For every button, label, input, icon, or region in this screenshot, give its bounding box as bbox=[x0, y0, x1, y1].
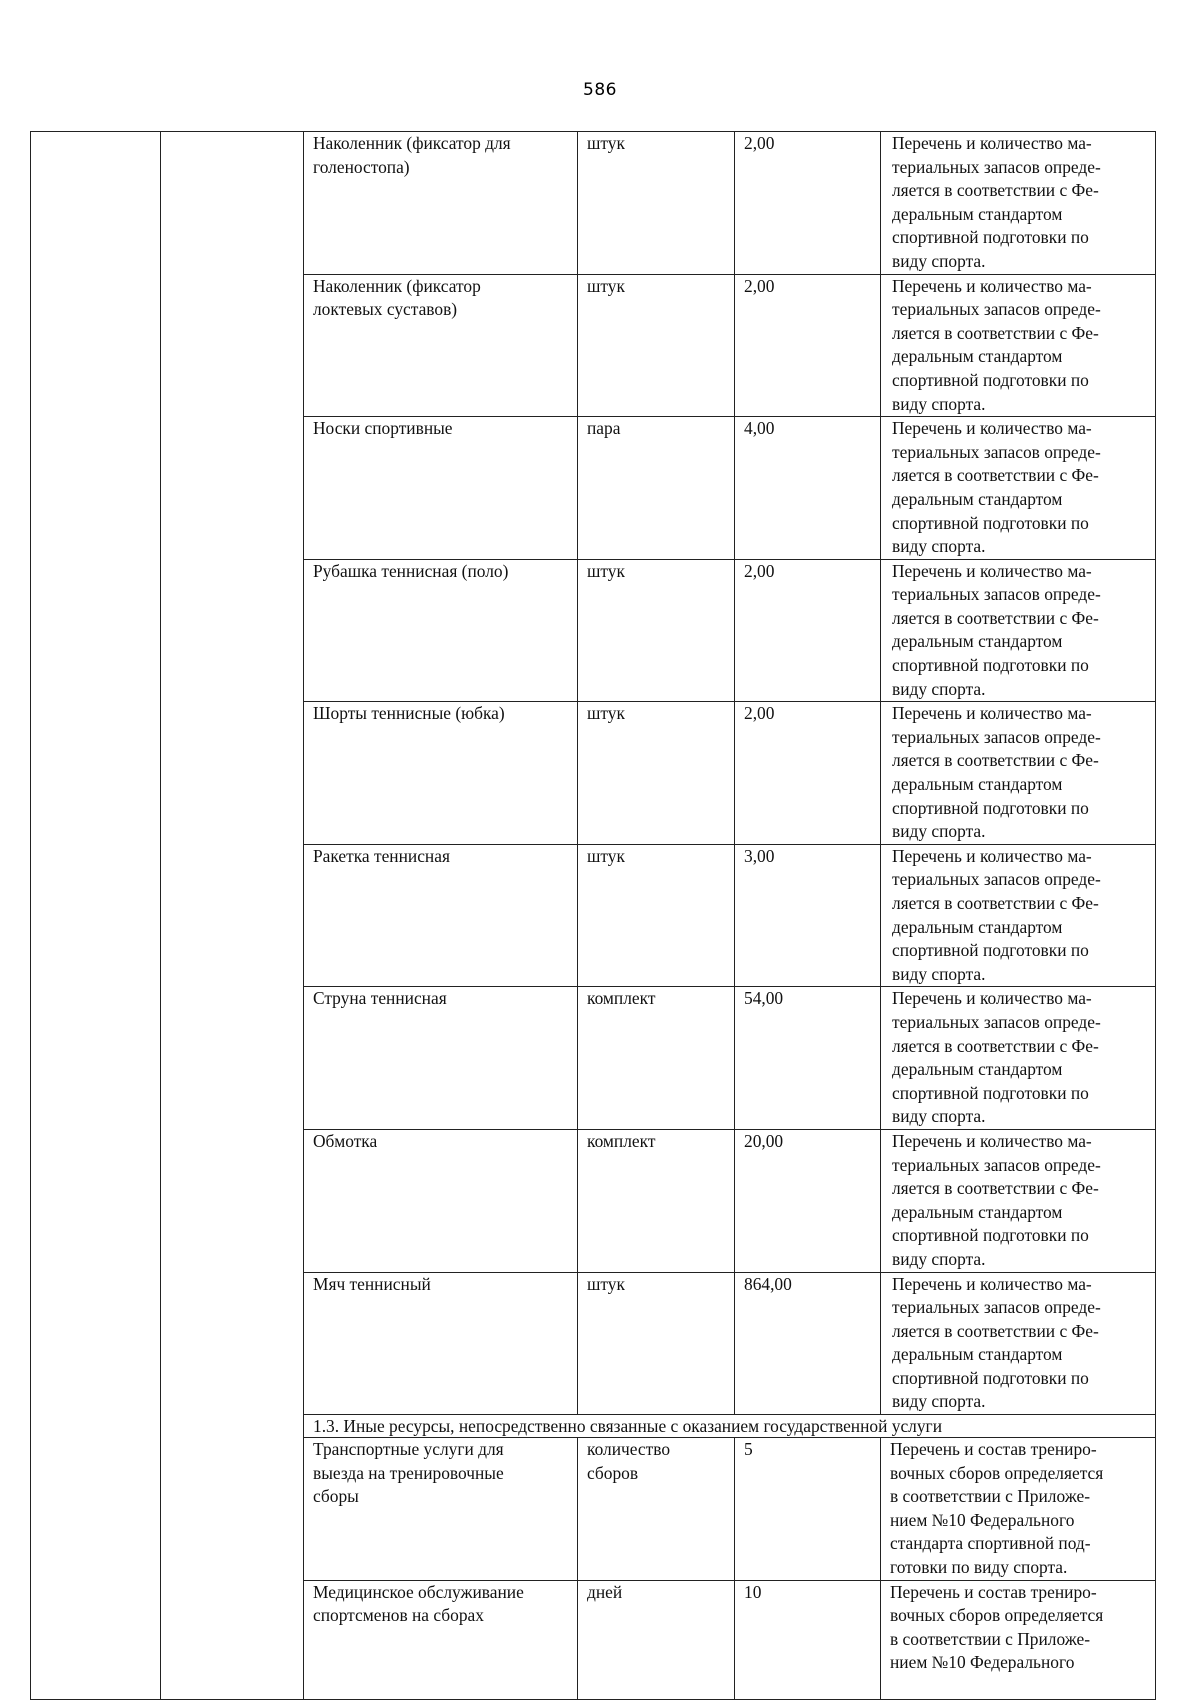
item-name: Носки спортивные bbox=[304, 417, 578, 560]
item-quantity: 20,00 bbox=[735, 1129, 881, 1272]
item-quantity: 3,00 bbox=[735, 844, 881, 987]
item-name: Рубашка теннисная (поло) bbox=[304, 559, 578, 702]
item-note: Перечень и состав трениро- вочных сборов определяется в соответствии с Приложе- нием №10 Федерального bbox=[881, 1580, 1156, 1699]
item-unit: штук bbox=[578, 1272, 735, 1415]
item-note: Перечень и количество ма- териальных запасов опреде- ляется в соответствии с Фе- деральным стандартом спортивной подготовки по виду спорта. bbox=[881, 417, 1156, 560]
item-note: Перечень и количество ма- териальных запасов опреде- ляется в соответствии с Фе- деральным стандартом спортивной подготовки по виду спорта. bbox=[881, 987, 1156, 1130]
item-quantity: 864,00 bbox=[735, 1272, 881, 1415]
item-name: Ракетка теннисная bbox=[304, 844, 578, 987]
item-name: Шорты теннисные (юбка) bbox=[304, 702, 578, 845]
item-unit: штук bbox=[578, 274, 735, 417]
item-quantity: 2,00 bbox=[735, 274, 881, 417]
item-quantity: 4,00 bbox=[735, 417, 881, 560]
item-note: Перечень и количество ма- териальных запасов опреде- ляется в соответствии с Фе- деральным стандартом спортивной подготовки по виду спорта. bbox=[881, 559, 1156, 702]
item-note: Перечень и количество ма- териальных запасов опреде- ляется в соответствии с Фе- деральным стандартом спортивной подготовки по виду спорта. bbox=[881, 132, 1156, 275]
item-quantity: 10 bbox=[735, 1580, 881, 1699]
item-name: Транспортные услуги для выезда на тренировочные сборы bbox=[304, 1438, 578, 1581]
item-note: Перечень и количество ма- териальных запасов опреде- ляется в соответствии с Фе- деральным стандартом спортивной подготовки по виду спорта. bbox=[881, 844, 1156, 987]
blank-column-2 bbox=[161, 132, 304, 1700]
item-quantity: 54,00 bbox=[735, 987, 881, 1130]
item-note: Перечень и количество ма- териальных запасов опреде- ляется в соответствии с Фе- деральным стандартом спортивной подготовки по виду спорта. bbox=[881, 702, 1156, 845]
item-quantity: 2,00 bbox=[735, 702, 881, 845]
item-unit: дней bbox=[578, 1580, 735, 1699]
item-quantity: 2,00 bbox=[735, 559, 881, 702]
table-row bbox=[31, 132, 1156, 275]
item-note: Перечень и состав трениро- вочных сборов определяется в соответствии с Приложе- нием №10 Федерального стандарта спортивной под- готовки по виду спорта. bbox=[881, 1438, 1156, 1581]
item-unit: комплект bbox=[578, 987, 735, 1130]
item-name: Струна теннисная bbox=[304, 987, 578, 1130]
item-name: Наколенник (фиксатор локтевых суставов) bbox=[304, 274, 578, 417]
item-quantity: 5 bbox=[735, 1438, 881, 1581]
resources-table bbox=[30, 131, 1156, 1700]
item-unit: пара bbox=[578, 417, 735, 560]
item-unit: количество сборов bbox=[578, 1438, 735, 1581]
item-note: Перечень и количество ма- териальных запасов опреде- ляется в соответствии с Фе- деральным стандартом спортивной подготовки по виду спорта. bbox=[881, 1272, 1156, 1415]
section-heading: 1.3. Иные ресурсы, непосредственно связанные с оказанием государственной услуги bbox=[304, 1415, 1156, 1438]
item-unit: штук bbox=[578, 132, 735, 275]
item-quantity: 2,00 bbox=[735, 132, 881, 275]
item-unit: штук bbox=[578, 844, 735, 987]
item-note: Перечень и количество ма- териальных запасов опреде- ляется в соответствии с Фе- деральным стандартом спортивной подготовки по виду спорта. bbox=[881, 274, 1156, 417]
item-unit: штук bbox=[578, 559, 735, 702]
item-name: Обмотка bbox=[304, 1129, 578, 1272]
item-name: Мяч теннисный bbox=[304, 1272, 578, 1415]
item-name: Медицинское обслуживание спортсменов на сборах bbox=[304, 1580, 578, 1699]
item-note: Перечень и количество ма- териальных запасов опреде- ляется в соответствии с Фе- деральным стандартом спортивной подготовки по виду спорта. bbox=[881, 1129, 1156, 1272]
item-unit: комплект bbox=[578, 1129, 735, 1272]
page-number: 586 bbox=[583, 80, 617, 100]
item-name: Наколенник (фиксатор для голеностопа) bbox=[304, 132, 578, 275]
item-unit: штук bbox=[578, 702, 735, 845]
blank-column-1 bbox=[31, 132, 161, 1700]
